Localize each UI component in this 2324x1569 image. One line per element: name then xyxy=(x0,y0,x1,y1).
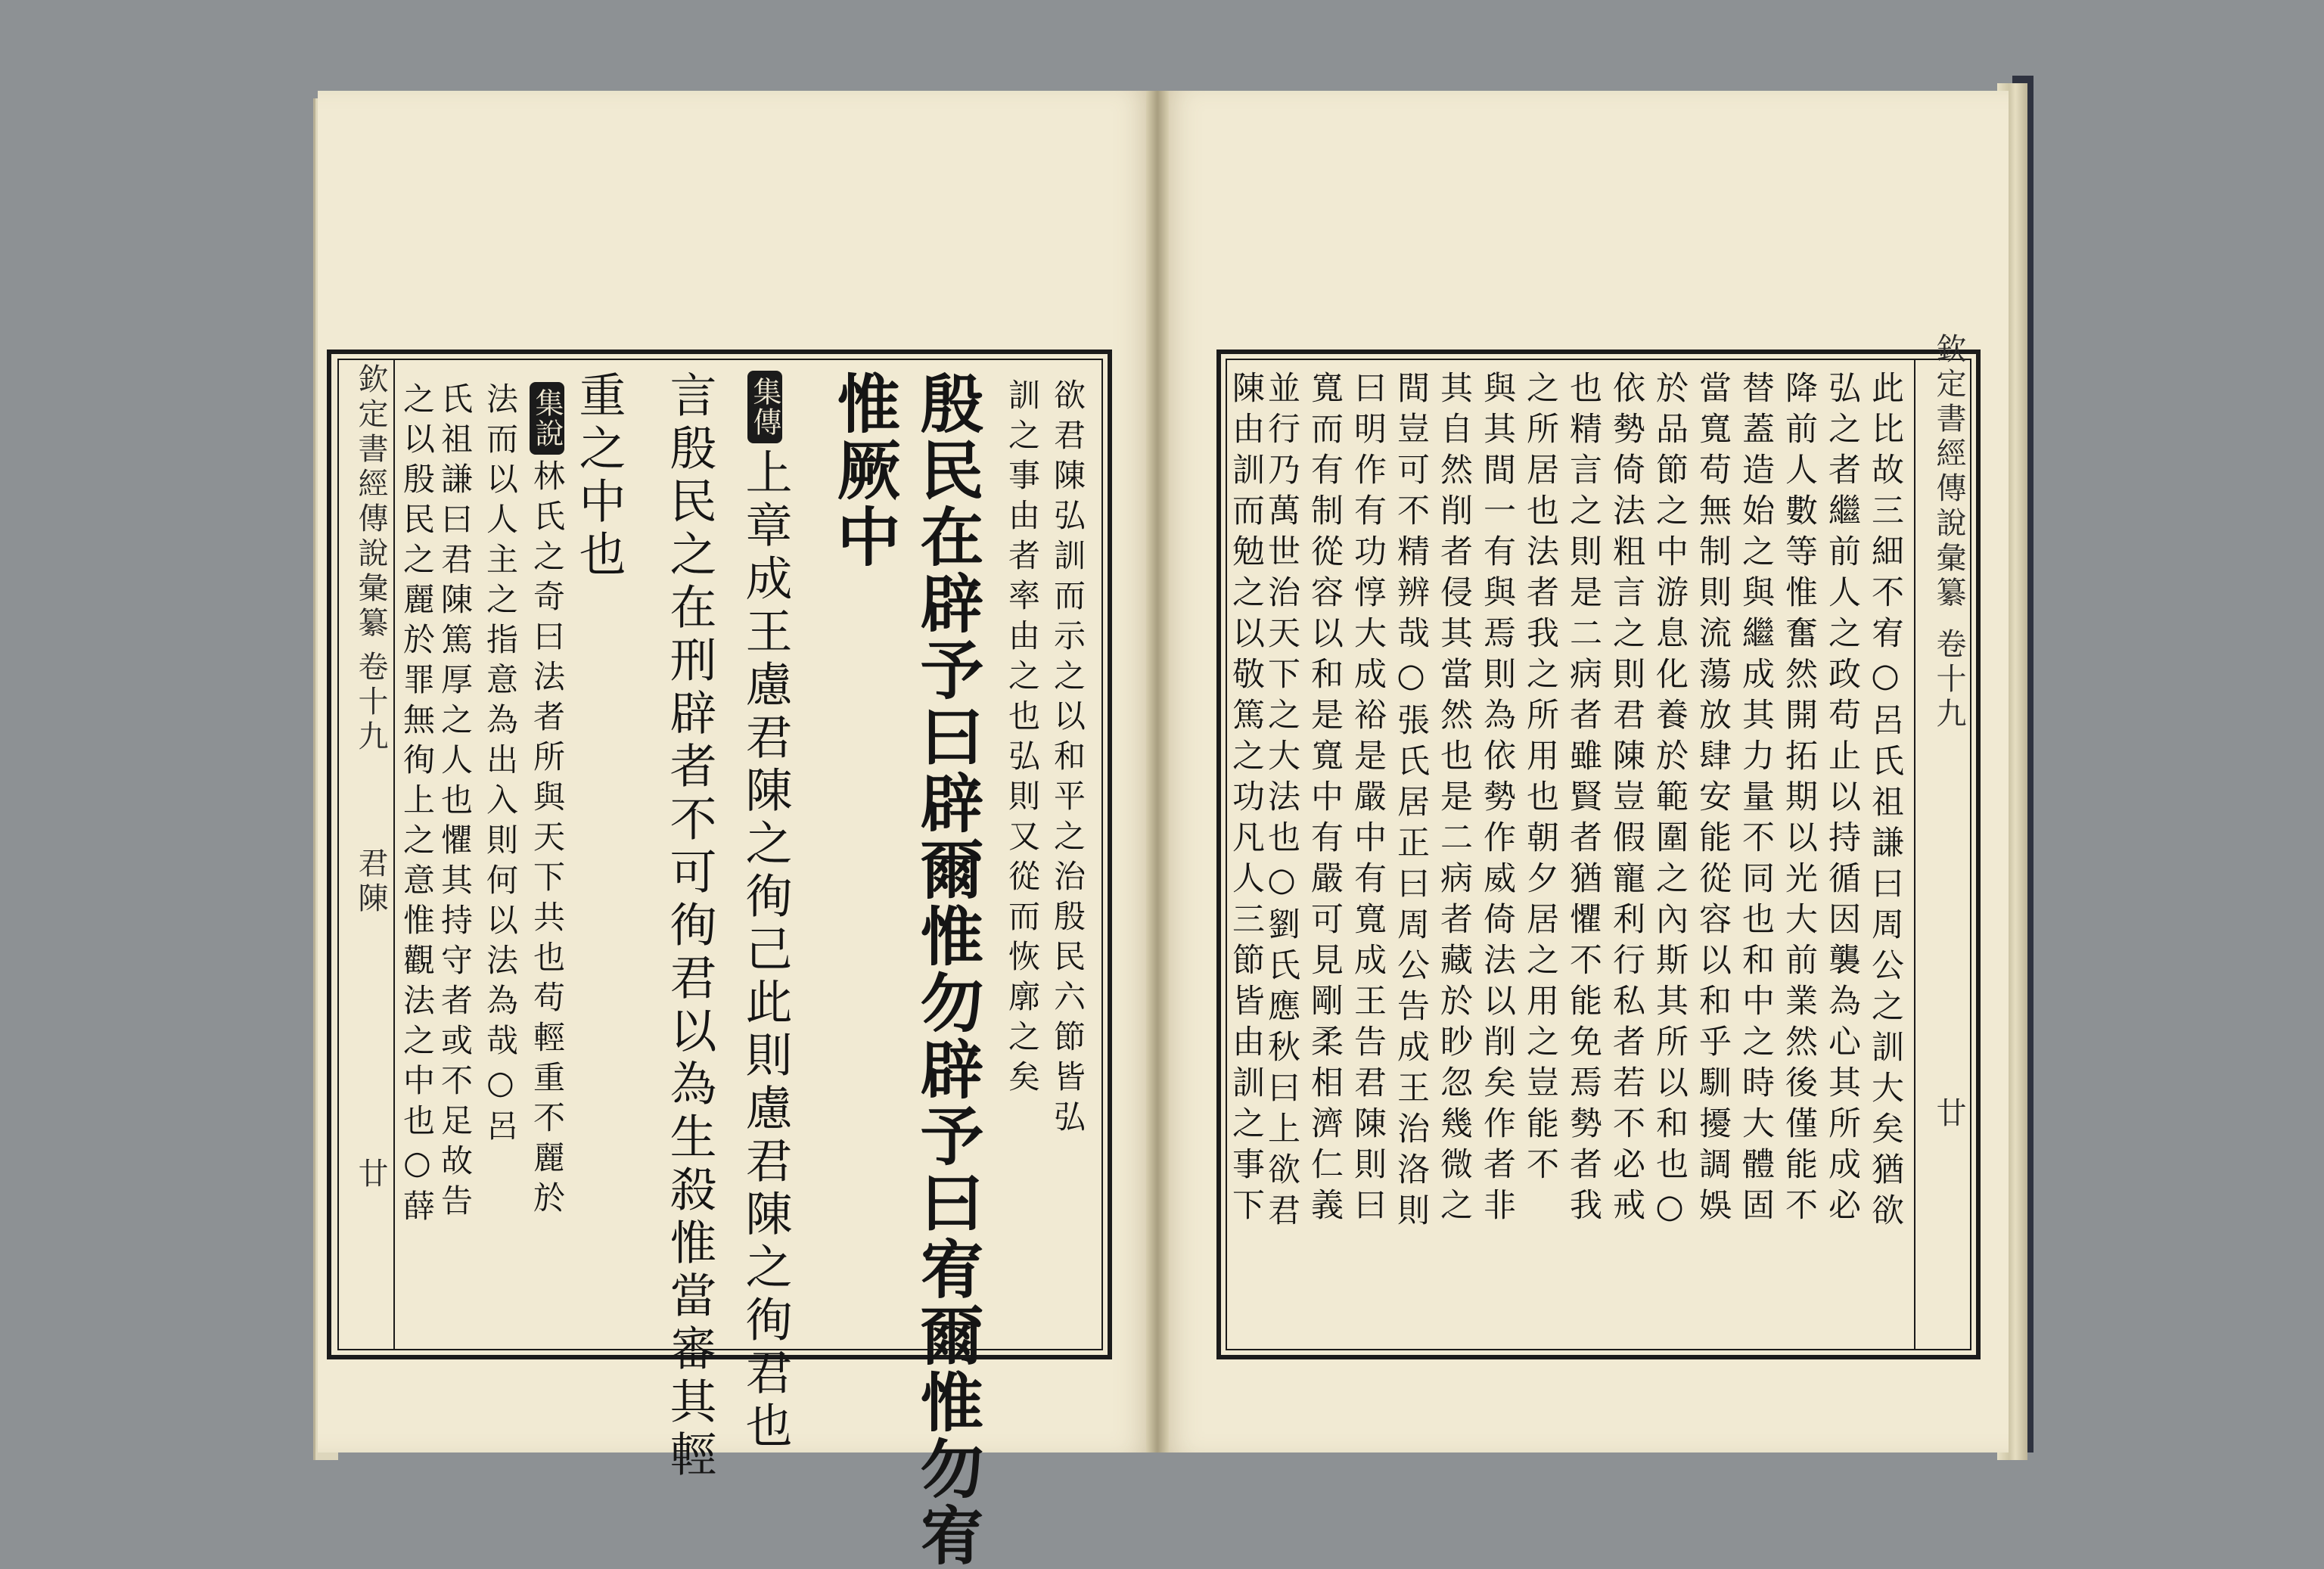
right-line-12: 間豈可不精辨哉○張氏居正曰周公告成王治洛則 xyxy=(1392,371,1430,1234)
right-line-3: 降前人數等惟奮然開拓期以光大前業然後僅能不 xyxy=(1780,371,1818,1229)
left-main-text-line-2: 惟厥中 xyxy=(827,371,902,570)
right-line-11: 其自然削者侵其當然也是二病者藏於眇忽幾微之 xyxy=(1435,371,1473,1229)
left-commentary2-line-4: 之以殷民之麗於罪無徇上之意惟觀法之中也○薛 xyxy=(399,382,436,1229)
right-line-14: 寬而有制從容以和是寬中有嚴可見剛柔相濟仁義 xyxy=(1306,371,1344,1229)
left-margin-title: 欽定書經傳說彙纂 xyxy=(353,363,388,642)
book-gutter xyxy=(1146,91,1169,1452)
right-line-6: 於品節之中游息化養於範圍之內斯其所以和也○ xyxy=(1651,371,1689,1234)
left-commentary1-line-1: 集傳上章成王慮君陳之徇己此則慮君陳之徇君也 xyxy=(741,371,788,1347)
left-small-line-2: 訓之事由者率由之也弘則又從而恢廓之矣 xyxy=(1004,378,1041,1100)
left-margin-divider xyxy=(393,359,395,1350)
right-margin-title: 欽定書經傳說彙纂 xyxy=(1931,333,1966,611)
right-line-13: 曰明作有功惇大成裕是嚴中有寬成王告君陳則曰 xyxy=(1349,371,1387,1229)
left-commentary1-line-3: 重之中也 xyxy=(571,371,626,583)
right-line-16: 陳由訓而勉之以敬篤之功凡人三節皆由訓之事下 xyxy=(1227,371,1265,1229)
right-margin-volume: 卷十九 xyxy=(1931,628,1966,732)
left-margin-volume: 卷十九 xyxy=(353,651,388,755)
right-line-15: 並行乃萬世治天下之大法也○劉氏應秋曰上欲君 xyxy=(1263,371,1300,1234)
left-margin-folio: 廿 xyxy=(353,1157,388,1192)
left-small-line-1: 欲君陳弘訓而示之以和平之治殷民六節皆弘 xyxy=(1049,378,1086,1140)
left-commentary2-line-1: 集說林氏之奇曰法者所與天下共也苟輕重不麗於 xyxy=(530,382,564,1350)
right-margin-folio: 廿 xyxy=(1931,1097,1966,1132)
right-line-9: 之所居也法者我之所用也朝夕居之用之豈能不 xyxy=(1521,371,1559,1188)
left-commentary2-line-2: 法而以人主之指意為出入則何以法為哉○呂 xyxy=(482,382,519,1149)
left-main-text-line-1: 殷民在辟予曰辟爾惟勿辟予曰宥爾惟勿宥 xyxy=(910,371,985,1569)
left-margin-chapter: 君陳 xyxy=(353,847,388,917)
right-line-1: 此比故三細不宥○呂氏祖謙曰周公之訓大矣猶欲 xyxy=(1866,371,1904,1234)
right-line-5: 當寬苟無制則流蕩放肆安能從容以和乎馴擾調娛 xyxy=(1694,371,1732,1229)
right-line-7: 依勢倚法粗言之則君陳豈假寵利行私者若不必戒 xyxy=(1608,371,1645,1229)
right-line-8: 也精言之則是二病者雖賢者猶懼不能免焉勢者我 xyxy=(1564,371,1602,1229)
left-commentary2-line-3: 氏祖謙曰君陳篤厚之人也懼其持守者或不足故告 xyxy=(437,382,474,1224)
right-line-2: 弘之者繼前人之政苟止以持循因襲為心其所成必 xyxy=(1823,371,1861,1229)
right-line-4: 替蓋造始之與繼成其力量不同也和中之時大體固 xyxy=(1737,371,1775,1229)
jizhuan-label: 集傳 xyxy=(747,371,782,443)
right-line-10: 與其間一有與焉則為依勢作威倚法以削矣作者非 xyxy=(1478,371,1516,1229)
jishuo-label: 集說 xyxy=(530,382,564,455)
right-margin-divider xyxy=(1914,359,1915,1350)
left-commentary1-line-2: 言殷民之在刑辟者不可徇君以為生殺惟當審其輕 xyxy=(662,371,717,1483)
